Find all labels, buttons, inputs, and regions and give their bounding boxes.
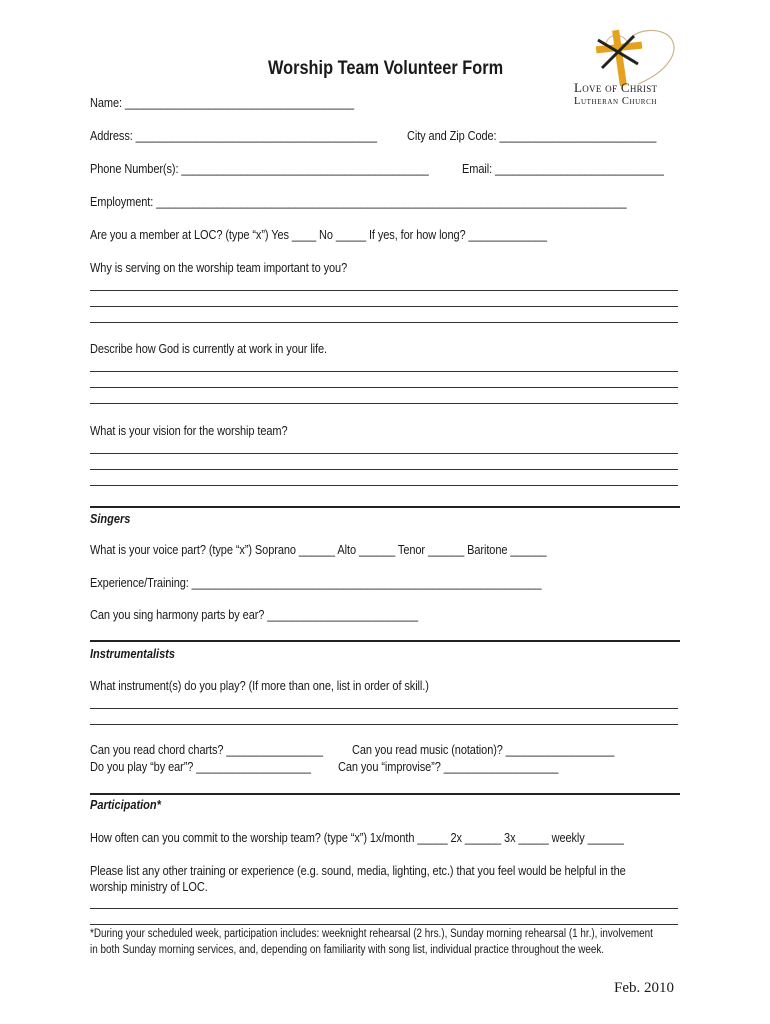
other-training-question: Please list any other training or experience (e.g. sound, media, lighting, etc.) that you feel would be helpful in the <box>90 864 626 878</box>
employment-field[interactable]: Employment: ______________________________________________________________________________ <box>90 195 627 209</box>
church-logo <box>572 24 702 114</box>
footnote-line1: *During your scheduled week, participation includes: weeknight rehearsal (2 hrs.), Sunday morning rehearsal (1 hr.), involvement <box>90 928 653 940</box>
address-field[interactable]: Address: ________________________________________ <box>90 129 377 143</box>
logo-line2: Lutheran Church <box>574 96 657 107</box>
vision-question: What is your vision for the worship team? <box>90 424 288 438</box>
experience-field[interactable]: Experience/Training: __________________________________________________________ <box>90 576 542 590</box>
instrumentalists-heading: Instrumentalists <box>90 647 175 661</box>
answer-line[interactable] <box>90 908 678 909</box>
by-ear-field[interactable]: Do you play “by ear”? ___________________ <box>90 760 311 774</box>
answer-line[interactable] <box>90 290 678 291</box>
answer-line[interactable] <box>90 453 678 454</box>
logo-line1: Love of Christ <box>574 80 658 95</box>
answer-line[interactable] <box>90 387 678 388</box>
answer-line[interactable] <box>90 485 678 486</box>
answer-line[interactable] <box>90 322 678 323</box>
why-serving-question: Why is serving on the worship team important to you? <box>90 261 348 275</box>
god-at-work-question: Describe how God is currently at work in your life. <box>90 342 327 356</box>
answer-line[interactable] <box>90 306 678 307</box>
form-date: Feb. 2010 <box>614 980 674 996</box>
other-training-question-cont: worship ministry of LOC. <box>90 880 208 894</box>
section-divider <box>90 793 680 795</box>
answer-line[interactable] <box>90 924 678 925</box>
commit-question[interactable]: How often can you commit to the worship team? (type “x”) 1x/month _____ 2x ______ 3x _____ weekly ______ <box>90 831 624 845</box>
chord-charts-field[interactable]: Can you read chord charts? ________________ <box>90 743 323 757</box>
member-question[interactable]: Are you a member at LOC? (type “x”) Yes ____ No _____ If yes, for how long? _____________ <box>90 228 547 242</box>
page-title: Worship Team Volunteer Form <box>268 58 504 79</box>
section-divider <box>90 506 680 508</box>
city-zip-field[interactable]: City and Zip Code: __________________________ <box>407 129 657 143</box>
participation-heading: Participation* <box>90 798 161 812</box>
section-divider <box>90 640 680 642</box>
footnote-line2: in both Sunday morning services, and, depending on familiarity with song list, individual practice throughout the week. <box>90 944 605 956</box>
phone-field[interactable]: Phone Number(s): _________________________________________ <box>90 162 429 176</box>
answer-line[interactable] <box>90 708 678 709</box>
singers-heading: Singers <box>90 512 131 526</box>
email-field[interactable]: Email: ____________________________ <box>462 162 664 176</box>
voice-part-question[interactable]: What is your voice part? (type “x”) Soprano ______ Alto ______ Tenor ______ Baritone ______ <box>90 543 547 557</box>
answer-line[interactable] <box>90 724 678 725</box>
harmony-field[interactable]: Can you sing harmony parts by ear? _________________________ <box>90 608 419 622</box>
answer-line[interactable] <box>90 469 678 470</box>
answer-line[interactable] <box>90 403 678 404</box>
instruments-question: What instrument(s) do you play? (If more than one, list in order of skill.) <box>90 679 429 693</box>
answer-line[interactable] <box>90 371 678 372</box>
read-music-field[interactable]: Can you read music (notation)? __________________ <box>352 743 615 757</box>
name-field[interactable]: Name: ______________________________________ <box>90 96 355 110</box>
improvise-field[interactable]: Can you “improvise”? ___________________ <box>338 760 559 774</box>
